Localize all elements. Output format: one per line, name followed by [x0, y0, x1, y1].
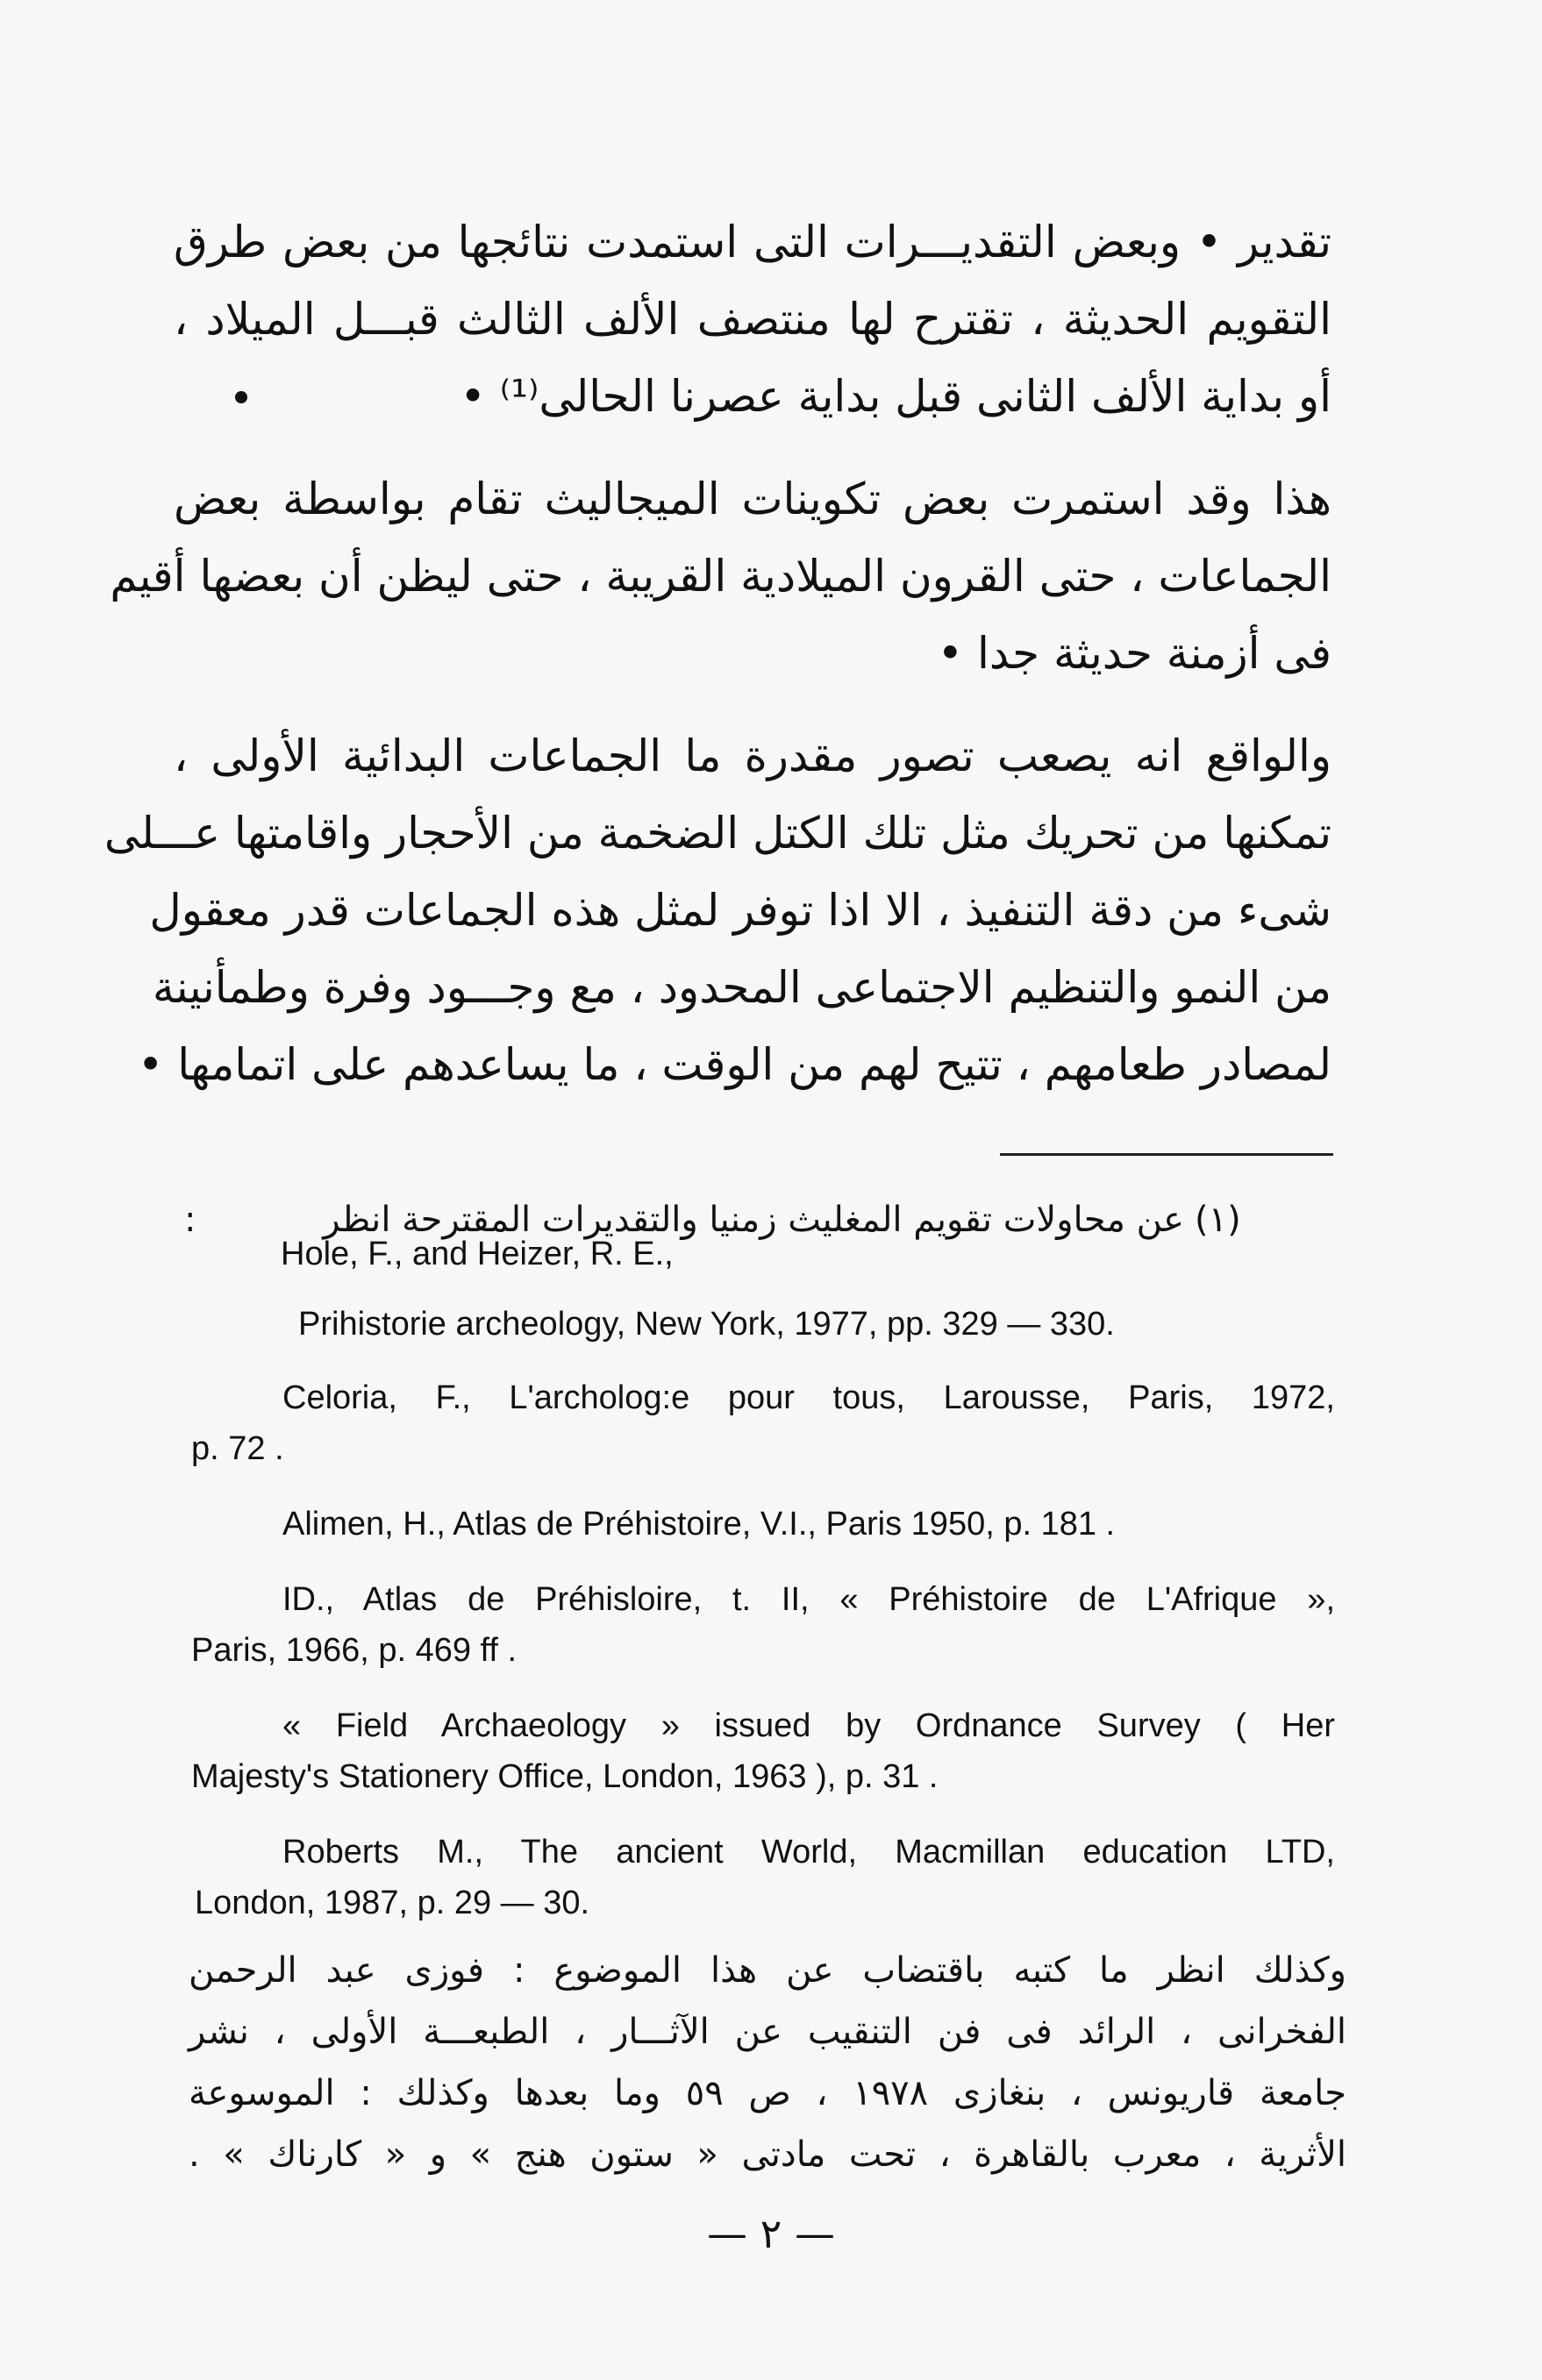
text-line: والواقع انه يصعب تصور مقدرة ما الجماعات البدائية الأولى ،: [174, 730, 1331, 781]
footnote-text: عن محاولات تقويم المغليث زمنيا والتقديرات المقترحة انظر: [323, 1200, 1184, 1240]
text-line: تمكنها من تحريك مثل تلك الكتل الضخمة من الأحجار واقامتها عـــلى: [104, 808, 1331, 859]
text-line: تقدير • وبعض التقديـــرات التى استمدت نتائجها من بعض طرق: [174, 217, 1331, 267]
text-line: الفخرانى ، الرائد فى فن التنقيب عن الآثـــار ، الطبعـــة الأولى ، نشر: [189, 2012, 1346, 2052]
text-line: من النمو والتنظيم الاجتماعى المحدود ، مع وجـــود وفرة وطمأنينة: [152, 962, 1331, 1013]
reference-line: p. 72 .: [191, 1430, 284, 1467]
bullet-dot: [235, 391, 247, 403]
reference-line: Prihistorie archeology, New York, 1977, pp. 329 — 330.: [298, 1306, 1115, 1343]
reference-line: London, 1987, p. 29 — 30.: [195, 1885, 590, 1921]
reference-line: Majesty's Stationery Office, London, 1963 ), p. 31 .: [191, 1758, 939, 1795]
page-number: — ٢ —: [707, 2210, 835, 2257]
text-line: جامعة قاريونس ، بنغازى ١٩٧٨ ، ص ٥٩ وما بعدها وكذلك : الموسوعة: [189, 2073, 1346, 2113]
paragraph-1: [174, 203, 1331, 435]
text-line: التقويم الحديثة ، تقترح لها منتصف الألف الثالث قبـــل الميلاد ،: [174, 294, 1331, 345]
text-line: لمصادر طعامهم ، تتيح لهم من الوقت ، ما يساعدهم على اتمامها •: [137, 1039, 1331, 1090]
reference-line: « Field Archaeology » issued by Ordnance Survey ( Her: [282, 1707, 1335, 1744]
paragraph-3: [104, 717, 1331, 1103]
text-line: أو بداية الألف الثانى قبل بداية عصرنا الحالى⁽¹⁾ •: [460, 371, 1331, 422]
reference-line: Hole, F., and Heizer, R. E.,: [281, 1236, 674, 1272]
reference-line: Alimen, H., Atlas de Préhistoire, V.I., Paris 1950, p. 181 .: [282, 1506, 1116, 1543]
reference-line: Paris, 1966, p. 469 ff .: [191, 1632, 518, 1669]
reference-line: Celoria, F., L'archolog:e pour tous, Larousse, Paris, 1972,: [282, 1379, 1335, 1416]
text-line: هذا وقد استمرت بعض تكوينات الميجاليث تقام بواسطة بعض: [174, 474, 1331, 524]
text-line: الأثرية ، معرب بالقاهرة ، تحت مادتى « ستون هنج » و « كارناك » .: [189, 2134, 1346, 2175]
reference-line: Roberts M., The ancient World, Macmillan education LTD,: [282, 1834, 1335, 1871]
footnote-colon: :: [184, 1200, 196, 1240]
reference-line: ID., Atlas de Préhisloire, t. II, « Préhistoire de L'Afrique »,: [282, 1581, 1335, 1618]
paragraph-2: [110, 460, 1331, 692]
text-line: وكذلك انظر ما كتبه باقتضاب عن هذا الموضوع : فوزى عبد الرحمن: [189, 1950, 1346, 1991]
see-also-paragraph: [189, 1940, 1346, 2185]
text-line: شىء من دقة التنفيذ ، الا اذا توفر لمثل هذه الجماعات قدر معقول: [149, 885, 1331, 936]
footnote-separator: [1000, 1153, 1333, 1156]
text-line: الجماعات ، حتى القرون الميلادية القريبة ، حتى ليظن أن بعضها أقيم: [110, 551, 1331, 602]
text-line: فى أزمنة حديثة جدا •: [937, 628, 1331, 679]
footnote-number: (١): [1195, 1200, 1241, 1240]
